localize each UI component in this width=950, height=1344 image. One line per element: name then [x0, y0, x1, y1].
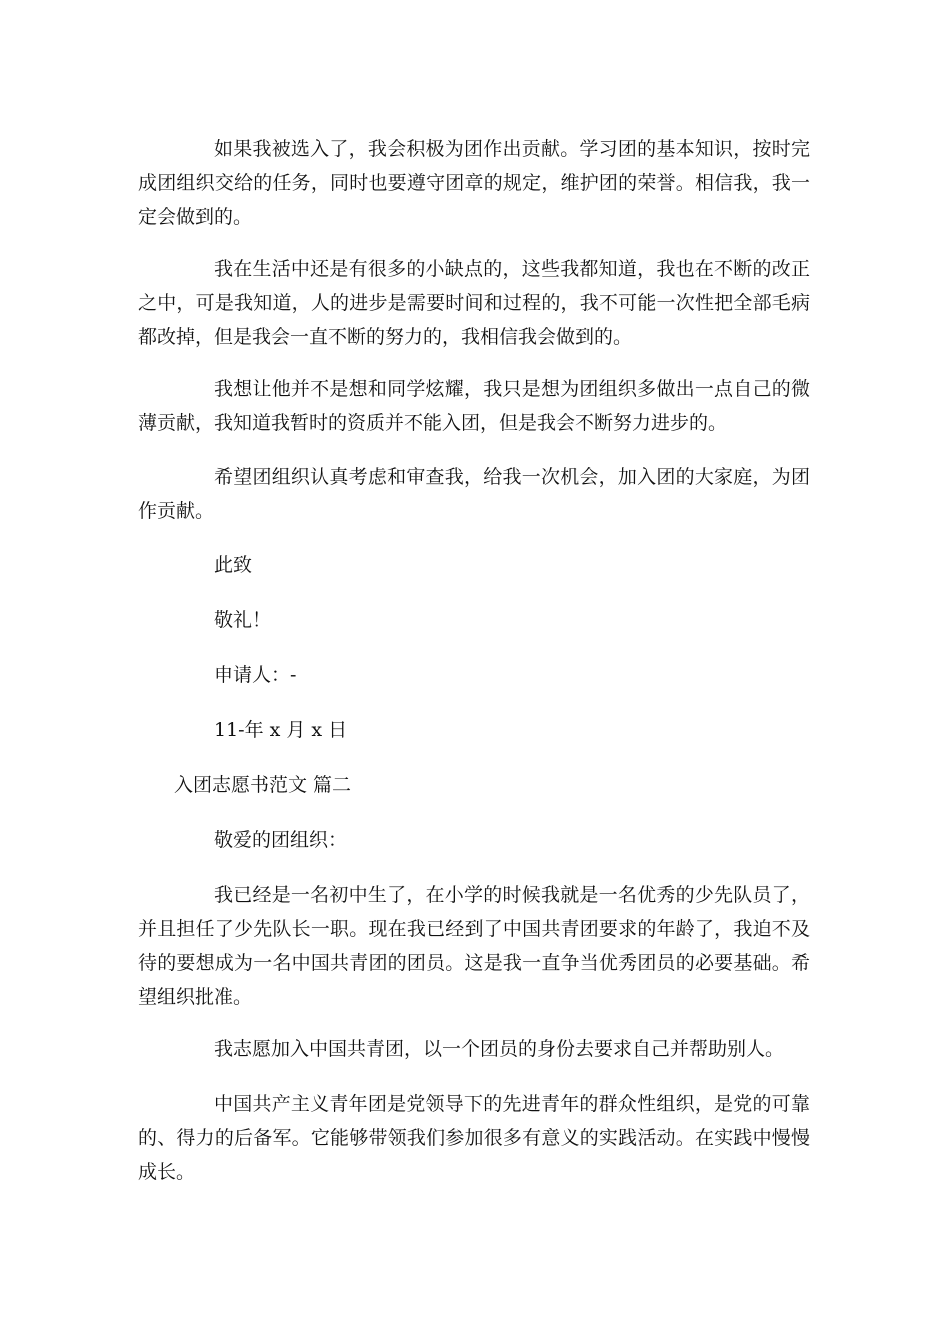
- paragraph-motivation: 我想让他并不是想和同学炫耀，我只是想为团组织多做出一点自己的微薄贡献，我知道我暂时的资质并不能入团，但是我会不断努力进步的。: [138, 378, 810, 434]
- paragraph-contribution: 如果我被选入了，我会积极为团作出贡献。学习团的基本知识，按时完成团组织交给的任务，同时也要遵守团章的规定，维护团的荣誉。相信我，我一定会做到的。: [138, 138, 810, 228]
- closing-line-2: 敬礼！: [214, 609, 272, 631]
- paragraph-shortcomings: 我在生活中还是有很多的小缺点的，这些我都知道，我也在不断的改正之中，可是我知道，人的进步是需要时间和过程的，我不可能一次性把全部毛病都改掉，但是我会一直不断的努力的，我相信我会做到的。: [138, 258, 810, 348]
- applicant-signature: 申请人：-: [214, 664, 297, 686]
- paragraph-volunteer: 我志愿加入中国共青团，以一个团员的身份去要求自己并帮助别人。: [214, 1038, 785, 1060]
- letter-date: 11-年 x 月 x 日: [214, 719, 348, 741]
- salutation: 敬爱的团组织：: [214, 829, 348, 851]
- paragraph-introduction: 我已经是一名初中生了，在小学的时候我就是一名优秀的少先队员了，并且担任了少先队长一职。现在我已经到了中国共青团要求的年龄了，我迫不及待的要想成为一名中国共青团的团员。这是我一直争当优秀团员的必要基础。希望组织批准。: [138, 884, 810, 1008]
- paragraph-hope: 希望团组织认真考虑和审查我，给我一次机会，加入团的大家庭，为团作贡献。: [138, 466, 810, 522]
- closing-line-1: 此致: [214, 554, 253, 576]
- paragraph-league-description: 中国共产主义青年团是党领导下的先进青年的群众性组织，是党的可靠的、得力的后备军。它能够带领我们参加很多有意义的实践活动。在实践中慢慢成长。: [138, 1093, 810, 1183]
- section-heading: 入团志愿书范文 篇二: [174, 774, 352, 796]
